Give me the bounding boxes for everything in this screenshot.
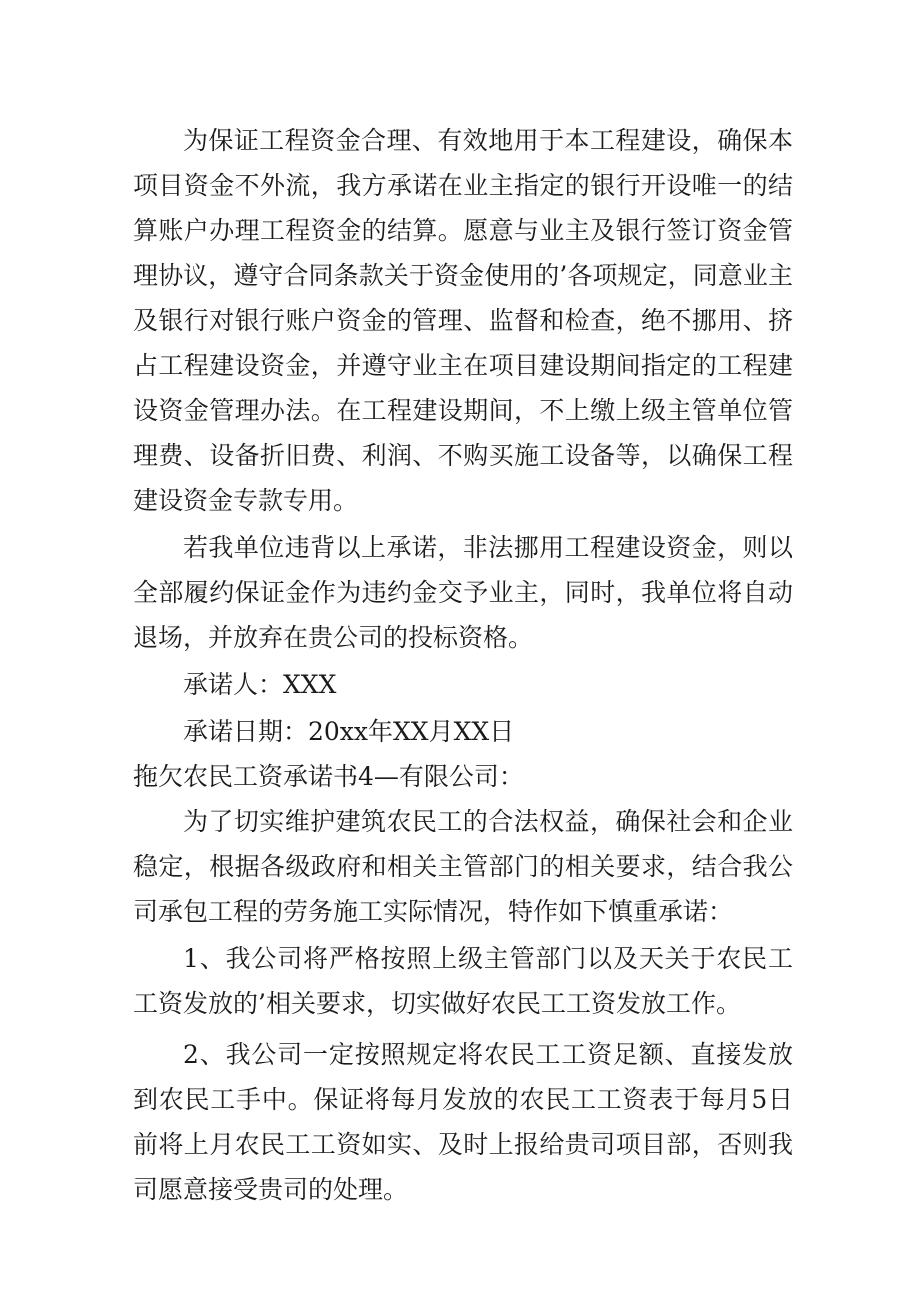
- promise-date-line: 承诺日期：20xx年XX月XX日: [183, 717, 515, 746]
- breach-commitment-paragraph: 若我单位违背以上承诺，非法挪用工程建设资金，则以全部履约保证金作为违约金交予业主，同时，我单位将自动退场，并放弃在贵公司的投标资格。: [133, 533, 793, 652]
- document-body: [133, 118, 793, 1212]
- wage-item-2: 2、我公司一定按照规定将农民工工资足额、直接发放到农民工手中。保证将每月发放的农民工工资表于每月5日前将上月农民工工资如实、及时上报给贵司项目部，否则我司愿意接受贵司的处理。: [133, 1040, 793, 1204]
- fund-commitment-paragraph: 为保证工程资金合理、有效地用于本工程建设，确保本项目资金不外流，我方承诺在业主指定的银行开设唯一的结算账户办理工程资金的结算。愿意与业主及银行签订资金管理协议，遵守合同条款关于资金使用的’各项规定，同意业主及银行对银行账户资金的管理、监督和检查，绝不挪用、挤占工程建设资金，并遵守业主在项目建设期间指定的工程建设资金管理办法。在工程建设期间，不上缴上级主管单位管理费、设备折旧费、利润、不购买施工设备等，以确保工程建设资金专款专用。: [133, 126, 793, 515]
- wage-item-1: 1、我公司将严格按照上级主管部门以及天关于农民工工资发放的’相关要求，切实做好农民工工资发放工作。: [133, 944, 793, 1018]
- section-heading: 拖欠农民工资承诺书4—有限公司：: [133, 762, 524, 791]
- promisor-line: 承诺人：XXX: [183, 670, 337, 699]
- wage-intro-paragraph: 为了切实维护建筑农民工的合法权益，确保社会和企业稳定，根据各级政府和相关主管部门的相关要求，结合我公司承包工程的劳务施工实际情况，特作如下慎重承诺：: [133, 807, 793, 926]
